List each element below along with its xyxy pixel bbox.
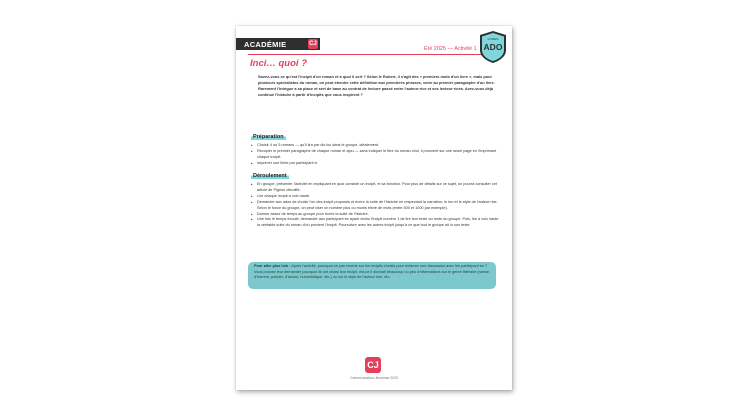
brand-title: ACADÉMIE [244, 39, 287, 49]
intro-paragraph: Savez-vous ce qu'est l'incipit d'un roman et à quoi il sert ? Selon le Robert, il s'agit des « premiers mots d'un livre », mais pour plusieurs spécialistes du roman, on peut étendre cette définition aux premières phrases, voire au premier paragraphe d'un livre. Rarement l'intrigue a sa place et sert de base au contrat de lecture passé entre l'auteur·rice et ses lecteur·rices. Avez-vous déjà continué l'histoire à partir d'incipits que vous inspirent ? [258, 74, 495, 98]
list-item: • Imprimer une fiche par participant·e. [250, 161, 502, 167]
page-title: Inci… quoi ? [250, 58, 307, 69]
list-item: • Recopier le premier paragraphe de chaque roman et ajou — sans indiquer le titre du roman choi, il prouvent sur une seule page en l'imprimant chaque incipit. [250, 149, 502, 161]
list-item: • Donner assez de temps au groupe pour écrire la suite de l'histoire. [250, 212, 502, 218]
list-item: • En groupe, présenter l'activité en expliquant en quoi consiste un incipit, et sa fonction. Pour plus de détails sur ce sujet, on pourra consulter cet article de Pigeon décoiffé. [250, 182, 502, 194]
footer-cj-logo-icon: CJ [365, 357, 381, 373]
activity-subtitle: Été 2025 — Activité 1 [424, 46, 477, 52]
cj-logo-icon: CJ [309, 41, 317, 47]
preparation-list [250, 143, 502, 167]
footer-text: Communication-Jeunesse 2025 [350, 376, 398, 380]
ado-badge-icon [478, 30, 508, 64]
deroulement-list [250, 182, 502, 229]
badge-main-label: ADO [483, 42, 503, 52]
list-item: • Demander aux ados de choisir l'un des incipit proposés et écrire la suite de l'histoire en respectant la narration, le ton et le style de l'auteur·rice. Selon le fonce du groupe, on peut viser un nombre plus ou moins élevé de mots (entre 500 et 1000 par exemple). [250, 200, 502, 212]
section-heading-preparation: Préparation [253, 134, 284, 140]
header-divider [248, 54, 494, 55]
list-item: • Une fois le temps écoulé, demander aux participant·es ayant choisi l'incipit numéro 1 de lire leur texte au reste du groupe. Puis, lire à voix haute la véritable suite du roman d'où provient l'incipit. Poursuivre avec les autres incipit jusqu'à ce que tout le groupe ait lu son texte. [250, 217, 502, 229]
list-item: • Lire chaque incipit à voix haute. [250, 194, 502, 200]
callout-lead: Pour aller plus loin : [254, 264, 291, 268]
badge-top-label: LIVRES [487, 37, 499, 41]
callout-text: Après l'activité, pourquoi ne pas revenir sur les incipits choisis pour entamer une discussion avec les participant·es ? Vous pouvez leur demander pourquoi ils ont choisi leur incipit, est-ce il donnait beaucoup ou peu d'informations sur le genre littéraire (roman d'horreur, policier, d'amour, humoristique, etc.) ou sur le style de l'auteur·rice, etc. [254, 264, 490, 280]
go-further-callout [248, 262, 496, 289]
section-heading-deroulement: Déroulement [253, 173, 287, 179]
list-item: • Choisir 4 ou 5 romans — qu'il lira par diz lus dans le groupe, idéalement. [250, 143, 502, 149]
document-page [236, 26, 512, 390]
